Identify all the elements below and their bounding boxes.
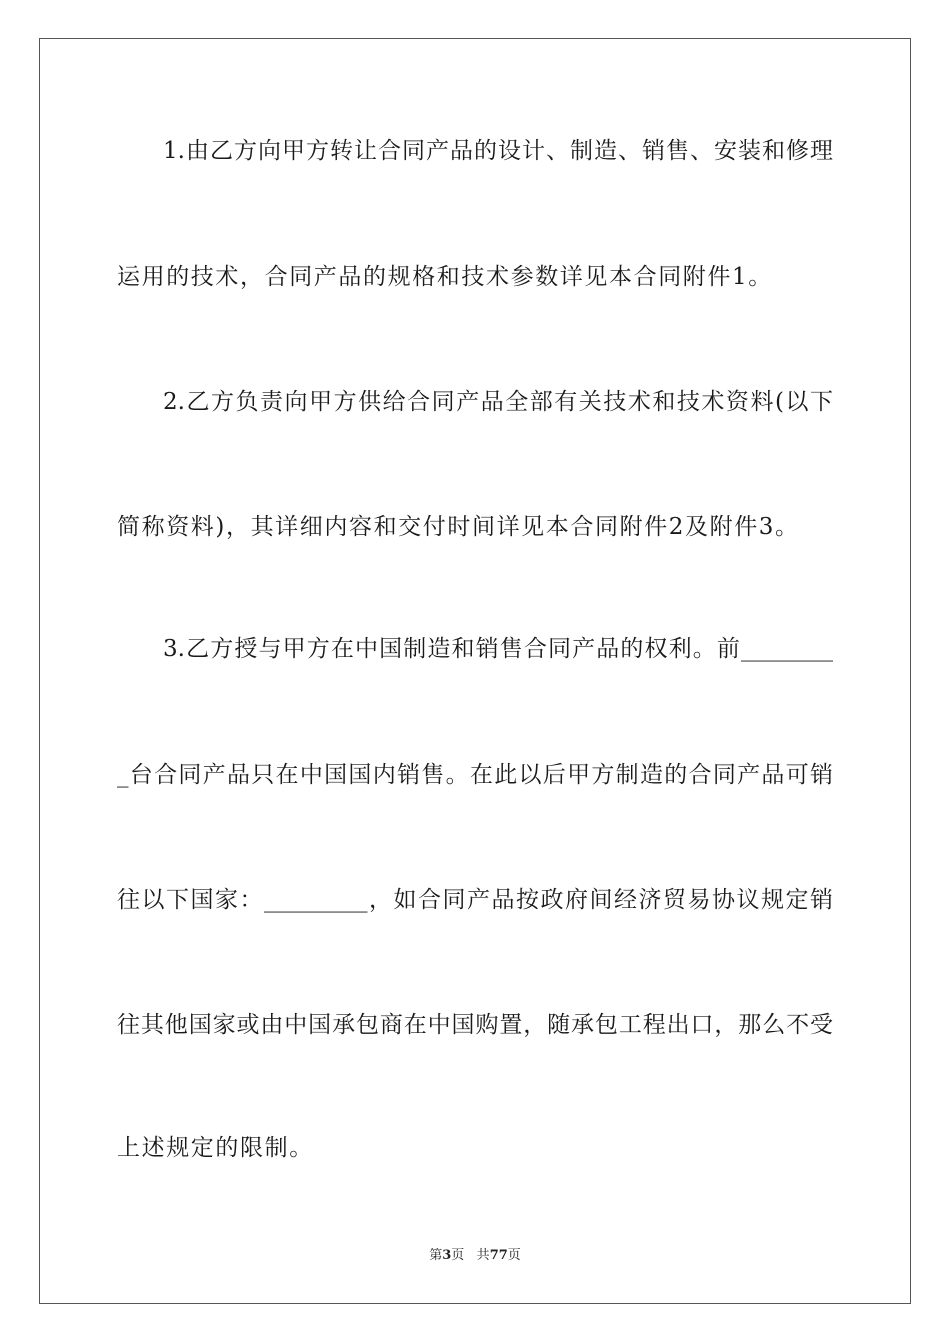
paragraph-3-line-2: _台合同产品只在中国国内销售。在此以后甲方制造的合同产品可销 [117, 762, 833, 788]
paragraph-3-line-4: 往其他国家或由中国承包商在中国购置，随承包工程出口，那么不受 [117, 1012, 833, 1038]
footer-total-prefix: 共 [476, 1248, 490, 1263]
footer-page-number: 3 [442, 1248, 452, 1263]
footer-page-suffix: 页 [451, 1248, 465, 1263]
paragraph-3-line-1: 3.乙方授与甲方在中国制造和销售合同产品的权利。前________ [163, 636, 833, 662]
paragraph-3-line-5: 上述规定的限制。 [117, 1135, 314, 1161]
paragraph-2-line-1: 2.乙方负责向甲方供给合同产品全部有关技术和技术资料(以下 [163, 389, 833, 415]
footer-page-prefix: 第 [429, 1248, 443, 1263]
paragraph-1-line-1: 1.由乙方向甲方转让合同产品的设计、制造、销售、安装和修理 [163, 138, 833, 164]
paragraph-1-line-2: 运用的技术，合同产品的规格和技术参数详见本合同附件1。 [117, 264, 773, 290]
page-border [39, 38, 911, 1304]
page-footer [0, 1247, 950, 1265]
footer-total-pages: 77 [489, 1248, 508, 1263]
paragraph-2-line-2: 简称资料)，其详细内容和交付时间详见本合同附件2及附件3。 [117, 514, 800, 540]
paragraph-3-line-3: 往以下国家：_________，如合同产品按政府间经济贸易协议规定销 [117, 887, 833, 913]
footer-total-suffix: 页 [507, 1248, 521, 1263]
